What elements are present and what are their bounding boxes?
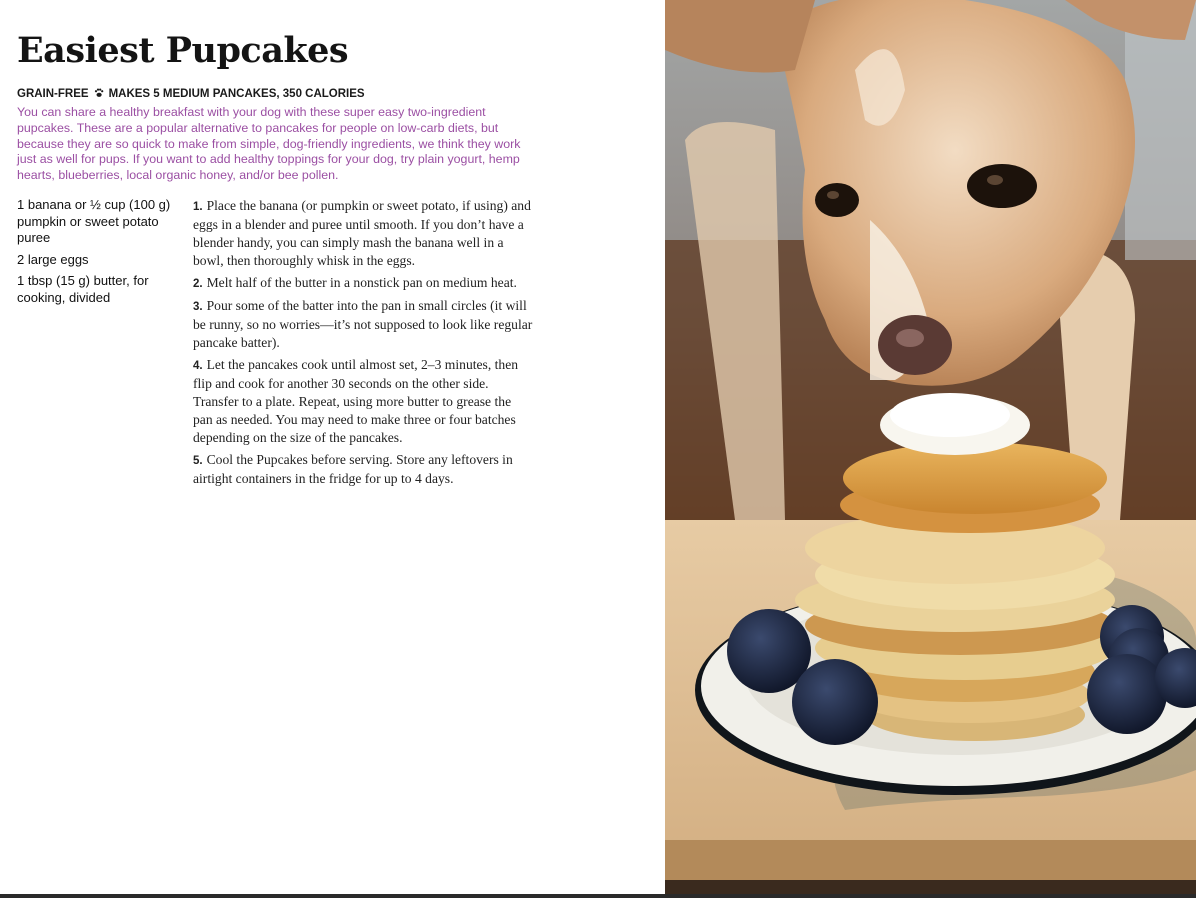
- step-text: Pour some of the batter into the pan in small circles (it will be runny, so no worries—it’s not supposed to look like regular pancake batter).: [193, 298, 533, 350]
- recipe-intro: You can share a healthy breakfast with your dog with these super easy two-ingredient pupcakes. These are a popular alternative to pancakes for people on low-carb diets, but because they are so quick to make from simple, dog-friendly ingredients, we think they work just as well for pups. If you want to add healthy toppings for your dog, try plain yogurt, hemp hearts, blueberries, local organic honey, and/or bee pollen.: [17, 105, 521, 183]
- step-item: [193, 451, 533, 488]
- diet-tag: GRAIN-FREE: [17, 88, 89, 100]
- step-item: [193, 356, 533, 447]
- recipe-meta-line: [17, 88, 365, 100]
- step-item: [193, 297, 533, 352]
- step-number: 2.: [193, 278, 203, 290]
- step-text: Let the pancakes cook until almost set, 2–3 minutes, then flip and cook for another 30 seconds on the other side. Transfer to a plate. Repeat, using more butter to grease the pan as needed. You may need to make three or four batches depending on the size of the pancakes.: [193, 357, 519, 445]
- step-number: 1.: [193, 201, 203, 213]
- yield-info: MAKES 5 MEDIUM PANCAKES, 350 CALORIES: [108, 88, 365, 100]
- dog-pancake-photo: [665, 0, 1196, 898]
- recipe-title: Easiest Pupcakes: [17, 30, 349, 71]
- ingredient-item: 2 large eggs: [17, 251, 89, 267]
- step-item: [193, 274, 533, 293]
- step-text: Cool the Pupcakes before serving. Store any leftovers in airtight containers in the fridge for up to 4 days.: [193, 452, 513, 486]
- step-list: [193, 197, 533, 492]
- step-number: 4.: [193, 360, 203, 372]
- ingredient-item: 1 tbsp (15 g) butter, for cooking, divided: [17, 273, 149, 305]
- step-text: Place the banana (or pumpkin or sweet potato, if using) and eggs in a blender and puree until smooth. If you don’t have a blender handy, you can simply mash the banana well in a bowl, then thoroughly whisk in the eggs.: [193, 198, 531, 268]
- bottom-border: [0, 894, 1196, 898]
- step-item: [193, 197, 533, 270]
- paw-icon: [94, 88, 104, 100]
- step-number: 3.: [193, 301, 203, 313]
- step-text: Melt half of the butter in a nonstick pan on medium heat.: [206, 275, 517, 290]
- step-number: 5.: [193, 455, 203, 467]
- ingredient-list: [17, 197, 177, 311]
- ingredient-item: 1 banana or ½ cup (100 g) pumpkin or sweet potato puree: [17, 197, 171, 245]
